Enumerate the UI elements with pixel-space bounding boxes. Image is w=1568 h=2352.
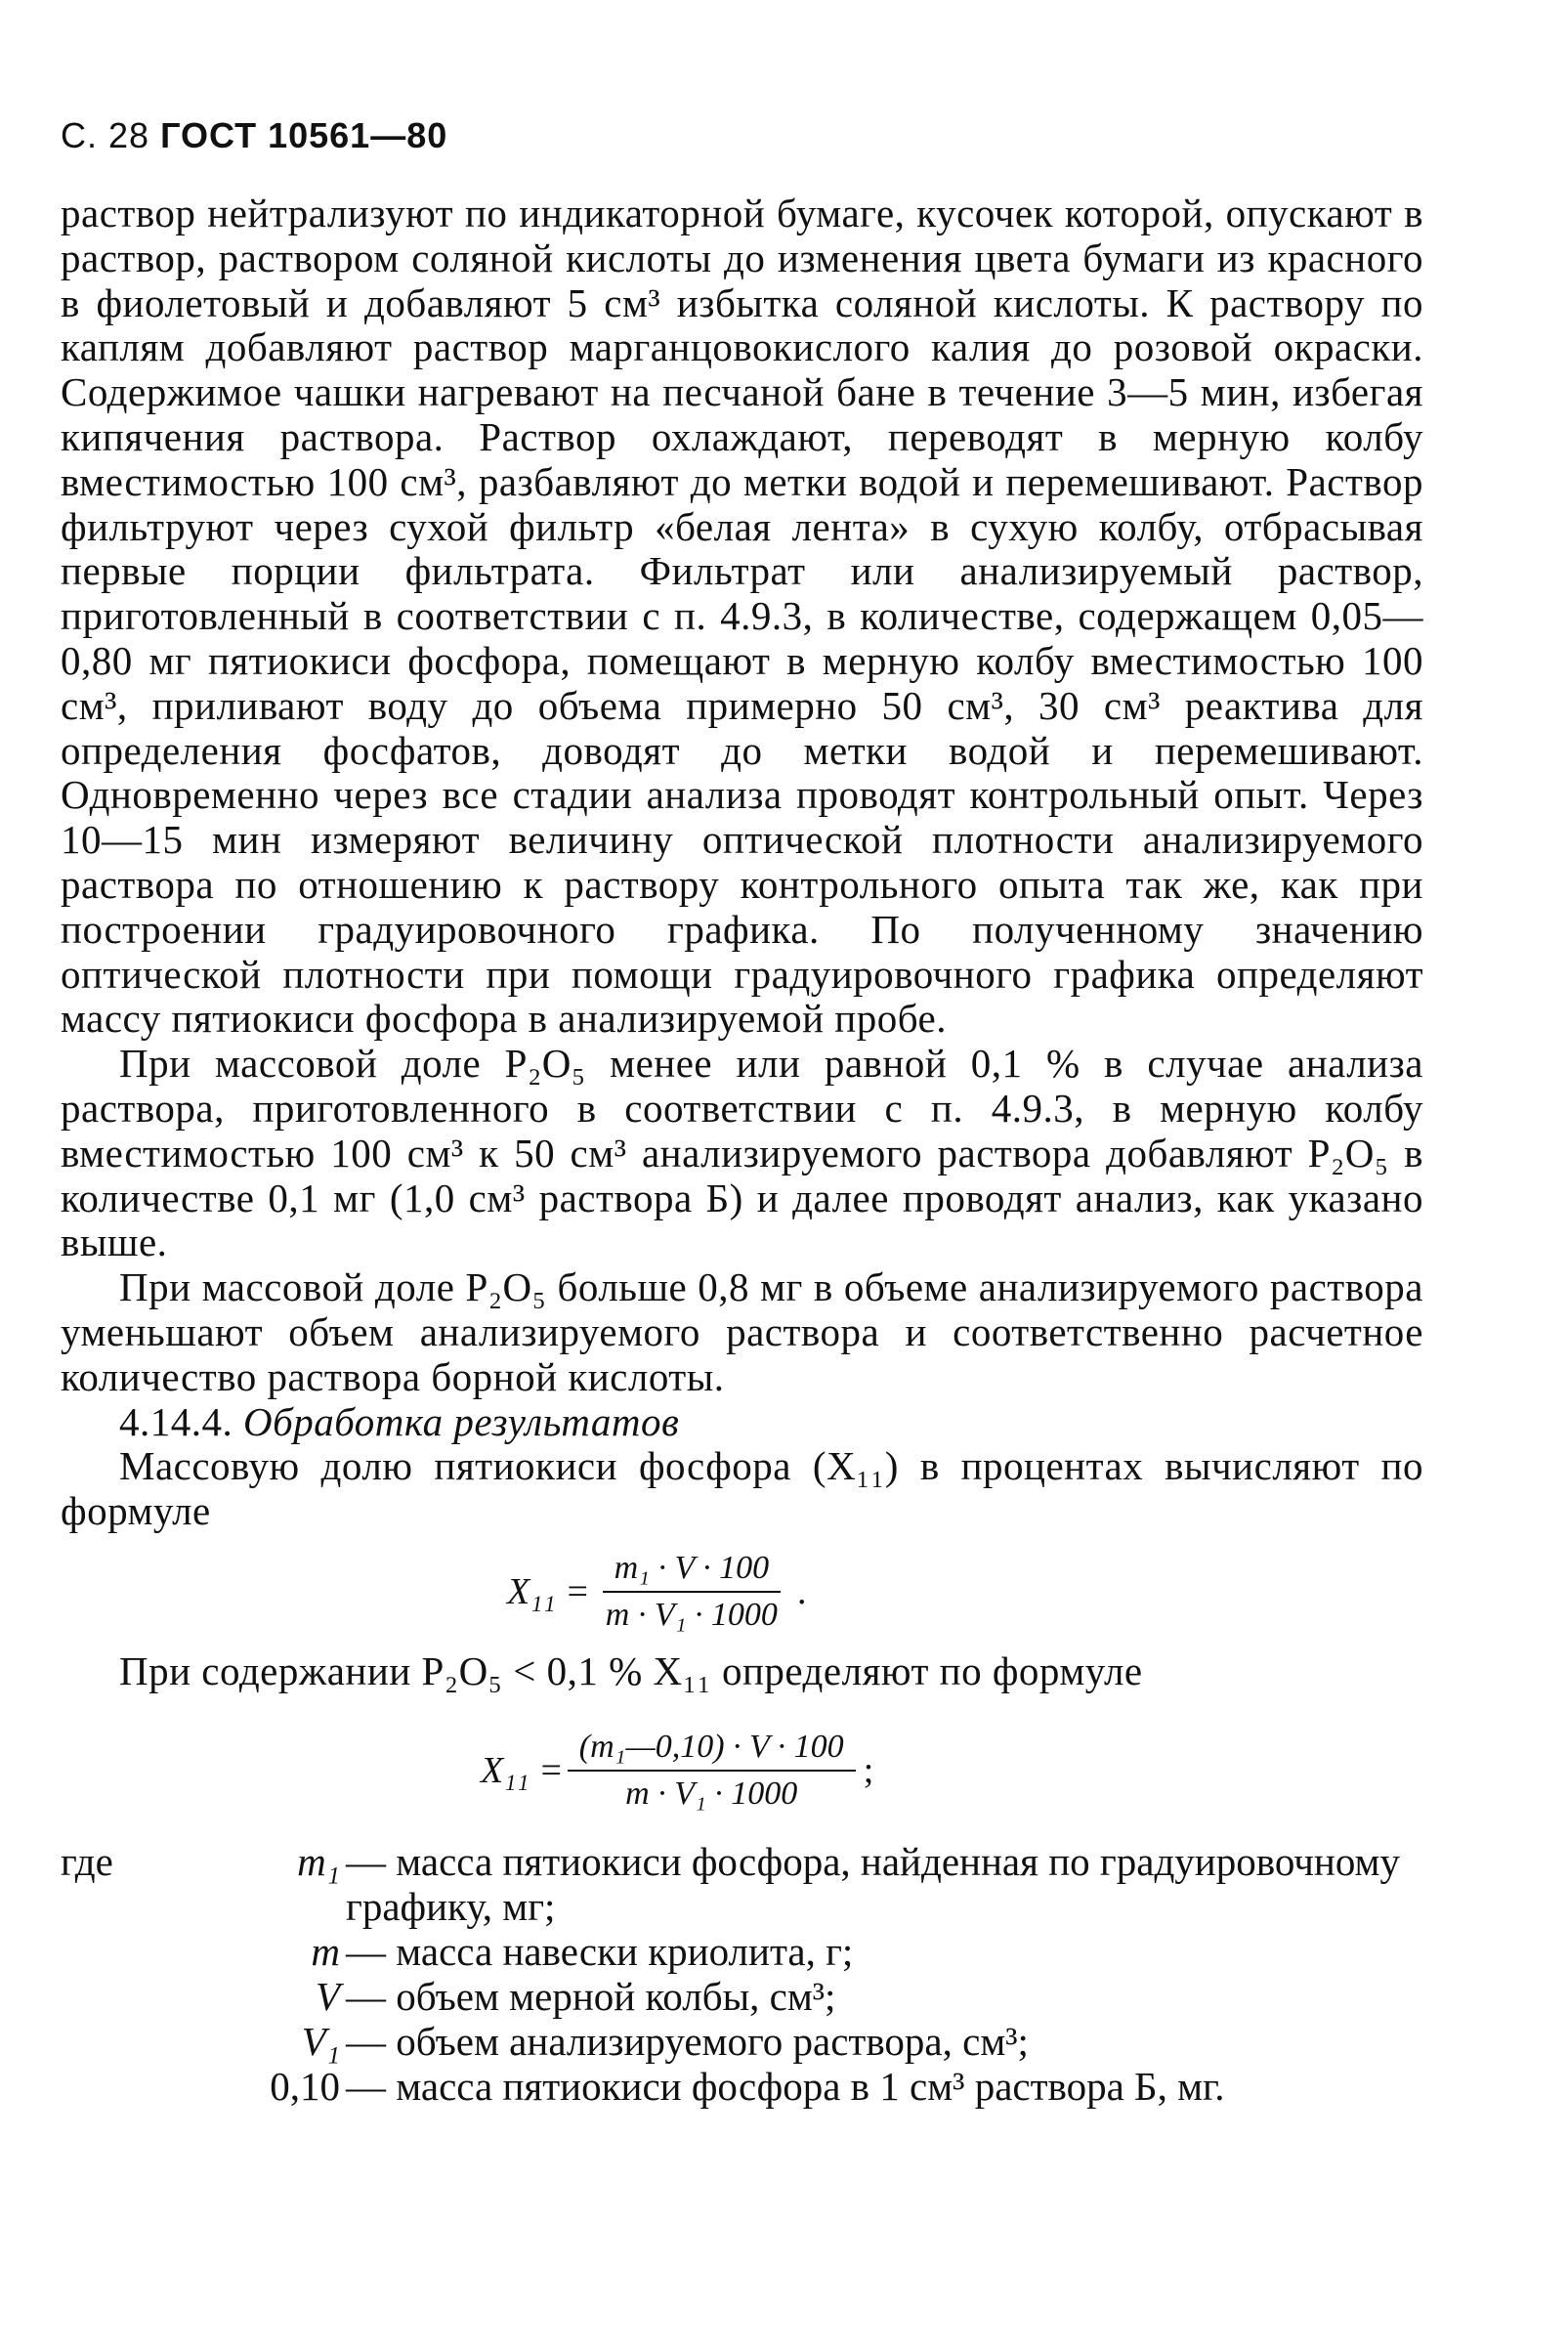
section-heading xyxy=(61,1400,1423,1445)
definition-symbol: m₁ xyxy=(297,1838,340,1884)
formula-tail: ; xyxy=(863,1749,874,1791)
definition-item xyxy=(61,2064,1423,2109)
definition-symbol: m xyxy=(311,1928,340,1974)
section-number: 4.14.4. xyxy=(119,1398,233,1444)
definition-text: — масса пятиокиси фосфора, найденная по градуировочному графику, мг; xyxy=(346,1838,1400,1929)
paragraph-formula2-intro: При содержании P₂O₅ < 0,1 % X₁₁ определяют по формуле xyxy=(119,1647,1143,1693)
formula-x11 xyxy=(507,1534,1423,1649)
formula-fraction xyxy=(568,1729,856,1813)
paragraph-formula-intro: Массовую долю пятиокиси фосфора (X₁₁) в процентах вычисляют по формуле xyxy=(61,1443,1423,1534)
definition-text: — масса навески криолита, г; xyxy=(346,1928,854,1974)
page-header xyxy=(61,115,1423,156)
definitions-list xyxy=(61,1839,1423,2109)
formula-lhs: X₁₁ = xyxy=(507,1570,590,1612)
paragraph-procedure: раствор нейтрализуют по индикаторной бумаге, кусочек которой, опускают в раствор, раствором соляной кислоты до изменения цвета бумаги из красного в фиолетовый и добавляют 5 см³ избытка соляной кислоты. К раствору по каплям добавляют раствор марганцовокислого калия до розовой окраски. Содержимое чашки нагревают на песчаной бане в течение 3—5 мин, избегая кипячения раствора. Раствор охлаждают, переводят в мерную колбу вместимостью 100 см³, разбавляют до метки водой и перемешивают. Раствор фильтруют через сухой фильтр «белая лента» в сухую колбу, отбрасывая первые порции фильтрата. Фильтрат или анализируемый раствор, приготовленный в соответствии с п. 4.9.3, в количестве, содержащем 0,05—0,80 мг пятиокиси фосфора, помещают в мерную колбу вместимостью 100 см³, приливают воду до объема примерно 50 см³, 30 см³ реактива для определения фосфатов, доводят до метки водой и перемешивают. Одновременно через все стадии анализа проводят контрольный опыт. Через 10—15 мин измеряют величину оптической плотности анализируемого раствора по отношению к раствору контрольного опыта так же, как при построении градуировочного графика. По полученному значению оптической плотности при помощи градуировочного графика определяют массу пятиокиси фосфора в анализируемой пробе. xyxy=(61,191,1423,1042)
paragraph-low-content: При массовой доле P₂O₅ менее или равной 0,1 % в случае анализа раствора, приготовленного в соответствии с п. 4.9.3, в мерную колбу вместимостью 100 см³ к 50 см³ анализируемого раствора добавляют P₂O₅ в количестве 0,1 мг (1,0 см³ раствора Б) и далее проводят анализ, как указано выше. xyxy=(61,1041,1423,1265)
definition-item xyxy=(61,1929,1423,1974)
formula-denominator: m · V₁ · 1000 xyxy=(605,1596,778,1633)
formula-numerator: (m₁—0,10) · V · 100 xyxy=(568,1729,856,1772)
definition-symbol: V₁ xyxy=(301,2018,340,2064)
definitions-where: где xyxy=(61,1838,113,1884)
document-page xyxy=(61,115,1423,2109)
standard-id: ГОСТ 10561—80 xyxy=(160,115,448,155)
section-title: Обработка результатов xyxy=(243,1398,680,1444)
definition-text: — объем анализируемого раствора, см³; xyxy=(346,2018,1029,2064)
definition-text: — объем мерной колбы, см³; xyxy=(346,1973,836,2019)
definition-item xyxy=(61,1839,1423,1929)
definition-item xyxy=(61,2019,1423,2064)
formula-x11-low xyxy=(481,1712,1423,1829)
definition-item xyxy=(61,1974,1423,2019)
formula-lhs: X₁₁ = xyxy=(481,1749,564,1791)
formula-tail: . xyxy=(796,1570,807,1612)
paragraph-high-content: При массовой доле P₂O₅ больше 0,8 мг в объеме анализируемого раствора уменьшают объем анализируемого раствора и соответственно расчетное количество раствора борной кислоты. xyxy=(61,1264,1423,1399)
formula-numerator: m₁ · V · 100 xyxy=(603,1550,782,1593)
formula-denominator: m · V₁ · 1000 xyxy=(625,1775,798,1812)
definition-symbol: V xyxy=(315,1973,340,2019)
page-number: С. 28 xyxy=(61,115,150,155)
formula-fraction xyxy=(594,1550,789,1634)
definition-text: — масса пятиокиси фосфора в 1 см³ раствора Б, мг. xyxy=(346,2063,1225,2109)
definition-symbol: 0,10 xyxy=(270,2063,340,2109)
